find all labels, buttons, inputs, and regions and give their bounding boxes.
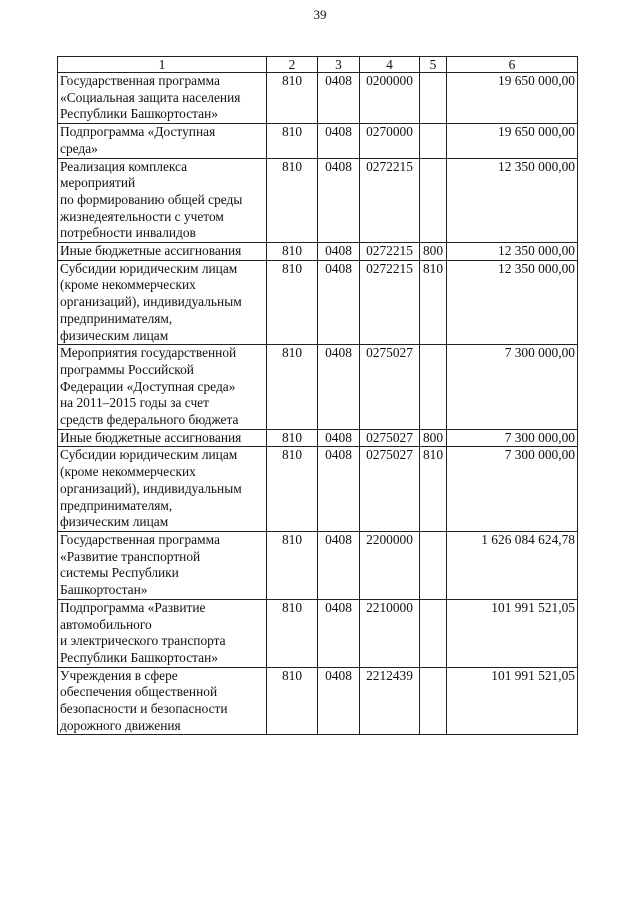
- row-name-cell: [58, 531, 267, 599]
- row-col-4-cell-text: 2212439: [366, 667, 413, 683]
- row-col-4-cell-text: 2210000: [366, 599, 413, 615]
- row-col-2-cell-text: 810: [281, 158, 303, 174]
- row-col-3-cell-text: 0408: [325, 429, 352, 445]
- row-col-4-cell: [360, 260, 420, 345]
- row-name-cell: [58, 124, 267, 158]
- table-row: [58, 667, 578, 735]
- row-col-4-cell: [360, 243, 420, 261]
- row-name-cell: [58, 260, 267, 345]
- row-col-2-cell-text: 810: [281, 531, 303, 547]
- row-col-4-cell: [360, 667, 420, 735]
- row-name-cell-text: Подпрограмма «Развитие автомобильного и электрического транспорта Республики Башкортостан»: [60, 599, 226, 665]
- table-row: [58, 124, 578, 158]
- row-name-cell-text: Государственная программа «Социальная защита населения Республики Башкортостан»: [60, 73, 241, 122]
- header-col-6: 6: [447, 57, 578, 73]
- row-col-3-cell-text: 0408: [325, 599, 352, 615]
- row-col-5-cell: [420, 260, 447, 345]
- row-col-5-cell: [420, 667, 447, 735]
- row-col-2-cell-text: 810: [281, 599, 303, 615]
- table-row: [58, 158, 578, 243]
- row-col-2-cell: [267, 73, 318, 124]
- row-name-cell-text: Иные бюджетные ассигнования: [60, 429, 242, 445]
- row-amount-cell: [447, 73, 578, 124]
- row-col-5-cell-text: 810: [422, 447, 444, 463]
- header-col-2: 2: [267, 57, 318, 73]
- page-number: 39: [313, 7, 327, 22]
- row-col-2-cell-text: 810: [281, 260, 303, 276]
- row-col-2-cell-text: 810: [281, 447, 303, 463]
- row-col-4-cell: [360, 124, 420, 158]
- row-amount-cell-text: 12 350 000,00: [498, 158, 575, 174]
- row-col-2-cell: [267, 260, 318, 345]
- row-col-3-cell: [318, 345, 360, 430]
- table-row: [58, 531, 578, 599]
- row-amount-cell-text: 1 626 084 624,78: [481, 531, 575, 547]
- row-amount-cell: [447, 260, 578, 345]
- row-col-4-cell: [360, 345, 420, 430]
- row-amount-cell-text: 101 991 521,05: [491, 667, 575, 683]
- row-col-5-cell: [420, 429, 447, 447]
- row-col-3-cell-text: 0408: [325, 260, 352, 276]
- row-col-3-cell-text: 0408: [325, 73, 352, 88]
- row-col-2-cell: [267, 531, 318, 599]
- row-col-5-cell: [420, 243, 447, 261]
- row-col-4-cell-text: 0275027: [366, 429, 413, 445]
- row-amount-cell: [447, 158, 578, 243]
- row-col-3-cell: [318, 667, 360, 735]
- row-name-cell-text: Подпрограмма «Доступная среда»: [60, 124, 216, 156]
- row-col-2-cell: [267, 429, 318, 447]
- row-col-4-cell-text: 0275027: [366, 345, 413, 361]
- row-col-4-cell: [360, 531, 420, 599]
- row-col-3-cell: [318, 73, 360, 124]
- row-col-2-cell: [267, 158, 318, 243]
- row-amount-cell-text: 101 991 521,05: [491, 599, 575, 615]
- row-name-cell-text: Субсидии юридическим лицам (кроме некоммерческих организаций), индивидуальным предпринимателям, физическим лицам: [60, 447, 242, 530]
- row-col-2-cell-text: 810: [281, 429, 303, 445]
- budget-table: [57, 56, 578, 735]
- row-name-cell-text: Учреждения в сфере обеспечения общественной безопасности и безопасности дорожного движения: [60, 667, 228, 733]
- row-col-3-cell: [318, 447, 360, 532]
- row-col-4-cell: [360, 429, 420, 447]
- row-col-5-cell-text: 800: [422, 243, 444, 259]
- row-col-3-cell-text: 0408: [325, 243, 352, 259]
- row-col-3-cell: [318, 260, 360, 345]
- row-col-5-cell: [420, 158, 447, 243]
- row-col-2-cell: [267, 243, 318, 261]
- row-col-5-cell-text: 800: [422, 429, 444, 445]
- row-name-cell-text: Государственная программа «Развитие транспортной системы Республики Башкортостан»: [60, 531, 220, 598]
- row-name-cell: [58, 243, 267, 261]
- table-row: [58, 73, 578, 124]
- row-amount-cell-text: 7 300 000,00: [504, 345, 575, 361]
- row-col-4-cell: [360, 73, 420, 124]
- header-col-1: 1: [58, 57, 267, 73]
- row-col-3-cell-text: 0408: [325, 531, 352, 547]
- row-col-4-cell-text: 2200000: [366, 531, 413, 547]
- row-col-4-cell: [360, 447, 420, 532]
- table-row: [58, 243, 578, 261]
- table-row: [58, 345, 578, 430]
- row-col-4-cell-text: 0200000: [366, 73, 413, 88]
- row-col-4-cell: [360, 599, 420, 667]
- table-row: [58, 260, 578, 345]
- row-col-4-cell-text: 0275027: [366, 447, 413, 463]
- row-col-4-cell-text: 0270000: [366, 124, 413, 140]
- row-col-2-cell: [267, 345, 318, 430]
- row-col-2-cell: [267, 667, 318, 735]
- row-amount-cell: [447, 667, 578, 735]
- row-col-3-cell-text: 0408: [325, 124, 352, 140]
- row-amount-cell-text: 12 350 000,00: [498, 243, 575, 259]
- row-name-cell: [58, 667, 267, 735]
- row-col-2-cell-text: 810: [281, 124, 303, 140]
- row-col-3-cell: [318, 599, 360, 667]
- row-col-2-cell: [267, 124, 318, 158]
- row-amount-cell-text: 12 350 000,00: [498, 260, 575, 276]
- row-col-3-cell: [318, 124, 360, 158]
- row-name-cell-text: Мероприятия государственной программы Российской Федерации «Доступная среда» на 2011–2015 годы за счет средств федерального бюджета: [60, 345, 239, 428]
- row-col-2-cell: [267, 447, 318, 532]
- row-name-cell: [58, 447, 267, 532]
- table-row: [58, 599, 578, 667]
- row-name-cell-text: Субсидии юридическим лицам (кроме некоммерческих организаций), индивидуальным предпринимателям, физическим лицам: [60, 260, 242, 343]
- row-col-4-cell-text: 0272215: [366, 158, 413, 174]
- row-amount-cell: [447, 429, 578, 447]
- row-col-3-cell: [318, 429, 360, 447]
- row-col-5-cell-text: 810: [422, 260, 444, 276]
- row-col-3-cell: [318, 531, 360, 599]
- header-col-3: 3: [318, 57, 360, 73]
- row-col-2-cell-text: 810: [281, 243, 303, 259]
- row-amount-cell-text: 7 300 000,00: [504, 429, 575, 445]
- row-col-4-cell-text: 0272215: [366, 243, 413, 259]
- row-col-5-cell: [420, 73, 447, 124]
- row-col-3-cell-text: 0408: [325, 667, 352, 683]
- row-col-4-cell-text: 0272215: [366, 260, 413, 276]
- header-col-4: 4: [360, 57, 420, 73]
- row-amount-cell: [447, 345, 578, 430]
- row-col-5-cell: [420, 599, 447, 667]
- row-col-2-cell-text: 810: [281, 345, 303, 361]
- row-col-4-cell: [360, 158, 420, 243]
- table-row: [58, 429, 578, 447]
- row-col-3-cell-text: 0408: [325, 447, 352, 463]
- row-col-3-cell-text: 0408: [325, 158, 352, 174]
- row-amount-cell-text: 19 650 000,00: [498, 124, 575, 140]
- row-name-cell: [58, 429, 267, 447]
- row-amount-cell: [447, 599, 578, 667]
- table-row: [58, 447, 578, 532]
- row-col-2-cell-text: 810: [281, 73, 303, 88]
- row-name-cell: [58, 345, 267, 430]
- row-col-5-cell: [420, 345, 447, 430]
- row-amount-cell: [447, 531, 578, 599]
- row-name-cell: [58, 158, 267, 243]
- row-amount-cell: [447, 124, 578, 158]
- row-col-5-cell: [420, 447, 447, 532]
- row-name-cell: [58, 599, 267, 667]
- row-amount-cell-text: 19 650 000,00: [498, 73, 575, 88]
- row-name-cell-text: Иные бюджетные ассигнования: [60, 243, 242, 259]
- row-col-2-cell-text: 810: [281, 667, 303, 683]
- row-name-cell: [58, 73, 267, 124]
- table-header-row: [58, 57, 578, 73]
- row-amount-cell-text: 7 300 000,00: [504, 447, 575, 463]
- row-col-3-cell: [318, 243, 360, 261]
- row-col-3-cell: [318, 158, 360, 243]
- row-amount-cell: [447, 447, 578, 532]
- header-col-5: 5: [420, 57, 447, 73]
- row-col-2-cell: [267, 599, 318, 667]
- row-amount-cell: [447, 243, 578, 261]
- row-col-5-cell: [420, 124, 447, 158]
- row-name-cell-text: Реализация комплекса мероприятий по формированию общей среды жизнедеятельности с учетом потребности инвалидов: [60, 158, 243, 241]
- row-col-5-cell: [420, 531, 447, 599]
- row-col-3-cell-text: 0408: [325, 345, 352, 361]
